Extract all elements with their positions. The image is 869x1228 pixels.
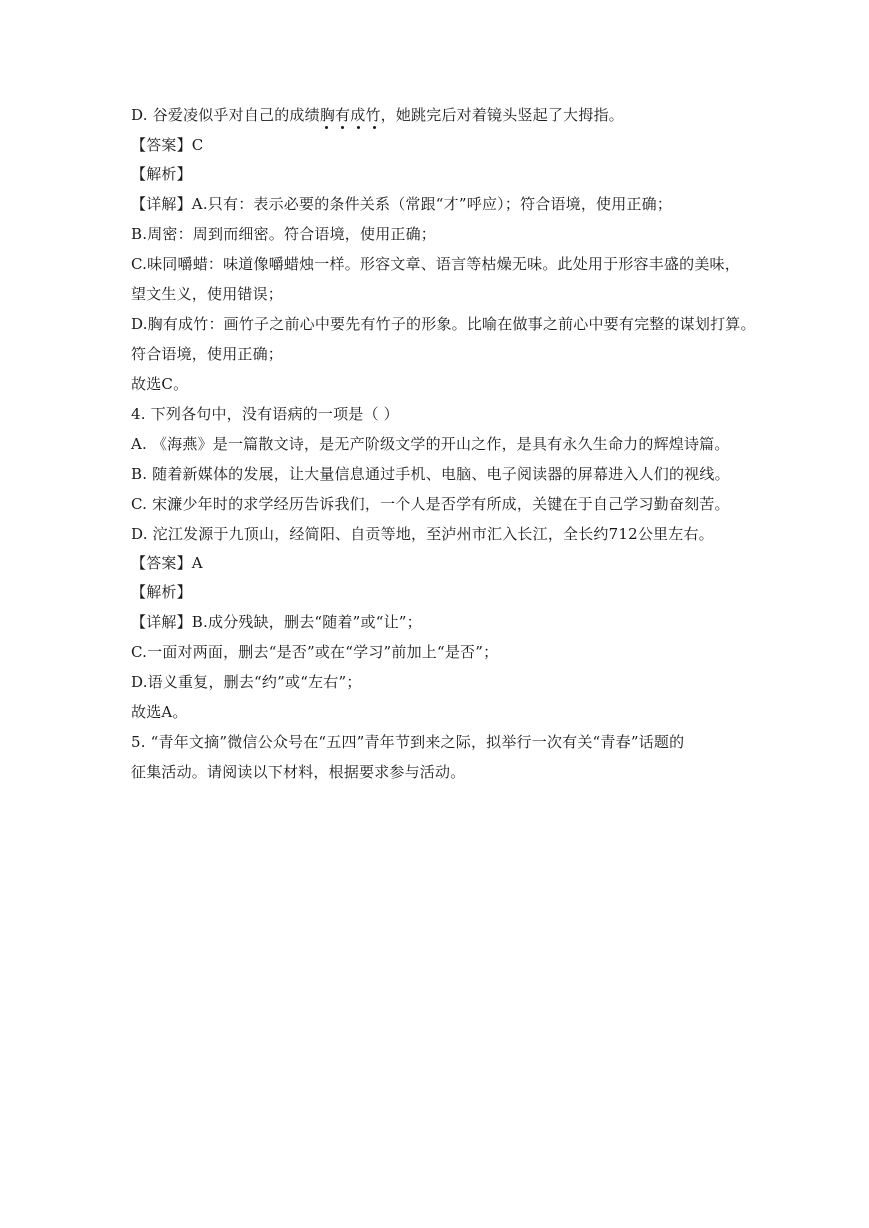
detail-line: D.语义重复，删去“约”或“左右”； [131, 673, 362, 691]
question-4-stem: 4. 下列各句中，没有语病的一项是（ ） [131, 405, 399, 423]
conclusion-line: 故选C。 [131, 375, 189, 393]
detail-line: B.周密：周到而细密。符合语境，使用正确； [131, 225, 436, 243]
answer-line: 【答案】C [131, 136, 204, 154]
detail-line: D.胸有成竹：画竹子之前心中要先有竹子的形象。比喻在做事之前心中要有完整的谋划打算。 [131, 315, 756, 333]
option-a: A. 《海燕》是一篇散文诗，是无产阶级文学的开山之作，是具有永久生命力的辉煌诗篇。 [131, 435, 730, 453]
analysis-heading: 【解析】 [131, 165, 192, 183]
emphasis-dot [325, 126, 328, 129]
emphasized-idiom: 胸有成竹 [320, 106, 381, 124]
question-5-stem: 5. “青年文摘”微信公众号在“五四”青年节到来之际，拟举行一次有关“青春”话题的 [131, 733, 685, 751]
detail-line: 【详解】B.成分残缺，删去“随着”或“让”； [131, 613, 422, 631]
question-5-stem-continued: 征集活动。请阅读以下材料，根据要求参与活动。 [131, 763, 466, 781]
conclusion-line: 故选A。 [131, 703, 188, 721]
detail-line: C.一面对两面，删去“是否”或在“学习”前加上“是否”； [131, 643, 499, 661]
detail-line: C.味同嚼蜡：味道像嚼蜡烛一样。形容文章、语言等枯燥无味。此处用于形容丰盛的美味， [131, 255, 740, 273]
option-d-line [131, 105, 624, 125]
emphasis-dot [373, 126, 376, 129]
analysis-heading: 【解析】 [131, 583, 192, 601]
answer-line: 【答案】A [131, 554, 203, 572]
emphasis-dot [341, 126, 344, 129]
detail-line: 符合语境，使用正确； [131, 345, 284, 363]
option-d-prefix: D. 谷爱凌似乎对自己的成绩 [131, 106, 320, 124]
option-b: B. 随着新媒体的发展，让大量信息通过手机、电脑、电子阅读器的屏幕进入人们的视线。 [131, 465, 730, 483]
detail-line: 望文生义，使用错误； [131, 285, 284, 303]
option-d: D. 沱江发源于九顶山，经简阳、自贡等地，至泸州市汇入长江，全长约712公里左右。 [131, 525, 714, 543]
option-d-suffix: ，她跳完后对着镜头竖起了大拇指。 [380, 106, 624, 124]
emphasis-dot [357, 126, 360, 129]
option-c: C. 宋濂少年时的求学经历告诉我们，一个人是否学有所成，关键在于自己学习勤奋刻苦。 [131, 495, 730, 513]
detail-line: 【详解】A.只有：表示必要的条件关系（常跟“才”呼应）；符合语境，使用正确； [131, 195, 673, 213]
